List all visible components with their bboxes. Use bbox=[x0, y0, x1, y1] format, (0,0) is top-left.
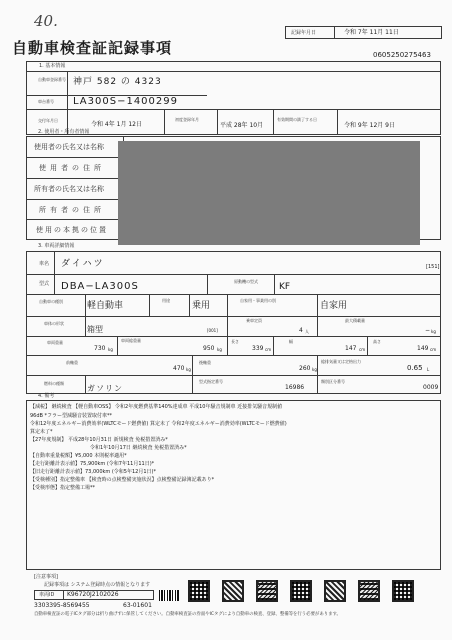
designation-value: 16986 bbox=[285, 384, 305, 391]
reg-number-label: 自動車登録番号 bbox=[38, 77, 66, 82]
remarks-line: 算定未了* bbox=[30, 429, 53, 435]
chassis-number-label: 車台番号 bbox=[38, 99, 54, 104]
qr-code-6 bbox=[358, 580, 380, 602]
capacity-label: 乗車定員 bbox=[246, 318, 262, 323]
width-unit: cm bbox=[359, 347, 366, 352]
designation-label: 型式指定番号 bbox=[199, 379, 223, 384]
qr-code-3 bbox=[256, 580, 278, 602]
length-label: 長さ bbox=[231, 339, 239, 344]
page-title: 自動車検査証記録事項 bbox=[12, 39, 173, 57]
engine-label: 原動機の型式 bbox=[234, 279, 258, 284]
vehicle-details-section bbox=[26, 251, 441, 394]
base-location-label: 使用の本拠の位置 bbox=[36, 226, 108, 234]
qr-code-7 bbox=[392, 580, 414, 602]
vehicle-type-label: 自動車の種別 bbox=[39, 299, 63, 304]
private-label: 自家用・事業用の別 bbox=[240, 298, 276, 303]
gross-weight-unit: kg bbox=[217, 347, 222, 352]
length-value: 339 bbox=[252, 345, 264, 352]
chassis-number-value: LA300S−1400299 bbox=[73, 96, 178, 107]
qr-code-5 bbox=[324, 580, 346, 602]
max-load-label: 最大積載量 bbox=[345, 318, 365, 323]
expiry-label: 有効期間の満了する日 bbox=[277, 117, 317, 122]
remarks-section bbox=[26, 400, 441, 570]
displacement-label: 総排気量又は定格出力 bbox=[321, 359, 361, 364]
remarks-line: 令和1年10月17日 継続検査 免税措置済み* bbox=[90, 445, 187, 451]
vehicle-type-value: 軽自動車 bbox=[87, 301, 124, 311]
vehicle-weight-label: 車両重量 bbox=[47, 340, 63, 345]
user-address-label: 使用者の住所 bbox=[39, 164, 105, 172]
rear-axle-unit: kg bbox=[312, 367, 317, 372]
body-shape-value: 箱型 bbox=[87, 325, 103, 334]
length-unit: cm bbox=[265, 347, 272, 352]
height-unit: cm bbox=[430, 347, 437, 352]
basic-info-heading: 1. 基本情報 bbox=[39, 63, 66, 69]
rear-axle-value: 260 bbox=[299, 365, 311, 372]
max-load-unit: kg bbox=[431, 329, 436, 334]
bottom-note: 自動車検査証の電子ICタグ部分は折り曲げずに保管してください。自動車検査証の券面やICタグにより自動車の検査、登録、整備等を行う必要があります。 bbox=[34, 612, 341, 617]
fuel-value: ガソリン bbox=[87, 384, 123, 393]
owner-address-label: 所有者の住所 bbox=[39, 206, 105, 214]
vehicle-id-box bbox=[34, 590, 154, 600]
redacted-owner-info bbox=[118, 141, 420, 245]
maker-label: 車名 bbox=[39, 261, 50, 267]
front-axle-unit: kg bbox=[186, 367, 191, 372]
front-axle-value: 470 bbox=[173, 365, 185, 372]
category-value: 0009 bbox=[423, 384, 439, 391]
vehicle-id-value: K96720J2102026 bbox=[67, 591, 119, 598]
first-reg-value: 平成 28年 10月 bbox=[220, 122, 264, 129]
footer-left-number: 3303395-8569455 bbox=[34, 602, 90, 609]
max-load-value: − bbox=[425, 327, 431, 334]
fuel-label: 燃料の種類 bbox=[44, 381, 64, 386]
qr-code-2 bbox=[222, 580, 244, 602]
body-shape-code: [001] bbox=[207, 328, 218, 333]
reg-number-value: 神戸 582 の 4323 bbox=[73, 77, 162, 87]
footer-right-number: 63-01601 bbox=[123, 602, 152, 609]
body-shape-label: 車体の形状 bbox=[44, 321, 64, 326]
qr-code-4 bbox=[290, 580, 312, 602]
displacement-value: 0.65 bbox=[407, 364, 423, 372]
model-value: DBA−LA300S bbox=[61, 281, 139, 292]
remarks-line: 【27年度規制】 平成28年10月31日 新規検査 免税措置済み* bbox=[30, 437, 168, 443]
rear-axle-label: 後軸重 bbox=[199, 360, 211, 365]
owner-name-label: 所有者の氏名又は名称 bbox=[34, 185, 104, 193]
height-label: 高さ bbox=[373, 339, 381, 344]
maker-value: ダイハツ bbox=[61, 259, 105, 269]
notice-heading: [注意事項] bbox=[34, 574, 58, 580]
gross-weight-label: 車両総重量 bbox=[121, 338, 141, 343]
remarks-line: 令和12年度エネルギー消費効率(WLTCモード燃費値) 算定未了 令和2年度エネルギー消費効率(WLTCモード燃費値) bbox=[30, 421, 287, 427]
issue-date-label: 交付年月日 bbox=[38, 118, 58, 123]
capacity-value: 4 bbox=[299, 327, 303, 334]
remarks-line: 【旧走行距離計表示値】73,000km (令和5年12月1日)* bbox=[30, 469, 156, 475]
remarks-heading: 4. 備考 bbox=[38, 393, 55, 399]
issue-date-value: 令和 4年 1月 12日 bbox=[91, 121, 142, 128]
vehicle-weight-unit: kg bbox=[108, 347, 113, 352]
capacity-unit: 人 bbox=[305, 329, 309, 334]
remarks-line: 【走行距離計表示値】75,900km (令和7年11月11日)* bbox=[30, 461, 155, 467]
front-axle-label: 前軸重 bbox=[66, 360, 78, 365]
height-value: 149 bbox=[417, 345, 429, 352]
remarks-line: 【受検種別】指定整備車 【検査時の点検整備実施状況】点検整備記録簿記載あり* bbox=[30, 477, 215, 483]
owner-info-heading: 2. 使用者・所有者情報 bbox=[38, 129, 90, 135]
barcode-left bbox=[159, 590, 179, 601]
category-label: 類別区分番号 bbox=[321, 379, 345, 384]
notice-line: 記録事項は システム登録時点の情報となります bbox=[44, 582, 151, 588]
qr-code-1 bbox=[188, 580, 210, 602]
handwritten-note: 40. bbox=[34, 12, 58, 30]
document-number: 0605250275463 bbox=[373, 51, 431, 59]
record-date-label: 記録年月日 bbox=[291, 30, 317, 36]
width-label: 幅 bbox=[289, 339, 293, 344]
vehicle-weight-value: 730 bbox=[94, 345, 106, 352]
remarks-line: 96dB *フラー型減騒音装置取付車** bbox=[30, 413, 113, 419]
displacement-unit: L bbox=[427, 367, 430, 372]
maker-code: [151] bbox=[426, 264, 440, 270]
remarks-line: 【自動車重量税額】¥5,000 本則税率適用* bbox=[30, 453, 127, 459]
expiry-value: 令和 9年 12月 9日 bbox=[344, 122, 395, 129]
engine-value: KF bbox=[279, 282, 291, 292]
vehicle-details-heading: 3. 車両詳細情報 bbox=[38, 243, 75, 249]
basic-info-section bbox=[26, 61, 441, 135]
use-label: 用途 bbox=[162, 298, 170, 303]
use-value: 乗用 bbox=[192, 301, 211, 311]
record-date-box bbox=[285, 26, 442, 39]
first-reg-label: 初度登録年月 bbox=[175, 117, 199, 122]
remarks-line: 【減税】 継続検査 【軽自動車OSS】 令和2年度燃費基準140%達成車 平成10年騒音規制車 近接排気騒音規制値 bbox=[30, 404, 283, 410]
model-label: 型式 bbox=[39, 281, 50, 287]
vehicle-id-label: 車両ID bbox=[39, 592, 55, 598]
record-date-value: 令和 7年 11月 11日 bbox=[344, 29, 399, 36]
gross-weight-value: 950 bbox=[203, 345, 215, 352]
width-value: 147 bbox=[345, 345, 357, 352]
user-name-label: 使用者の氏名又は名称 bbox=[34, 143, 104, 151]
remarks-line: 【受検形態】指定整備工場** bbox=[30, 485, 96, 491]
private-value: 自家用 bbox=[320, 301, 348, 311]
